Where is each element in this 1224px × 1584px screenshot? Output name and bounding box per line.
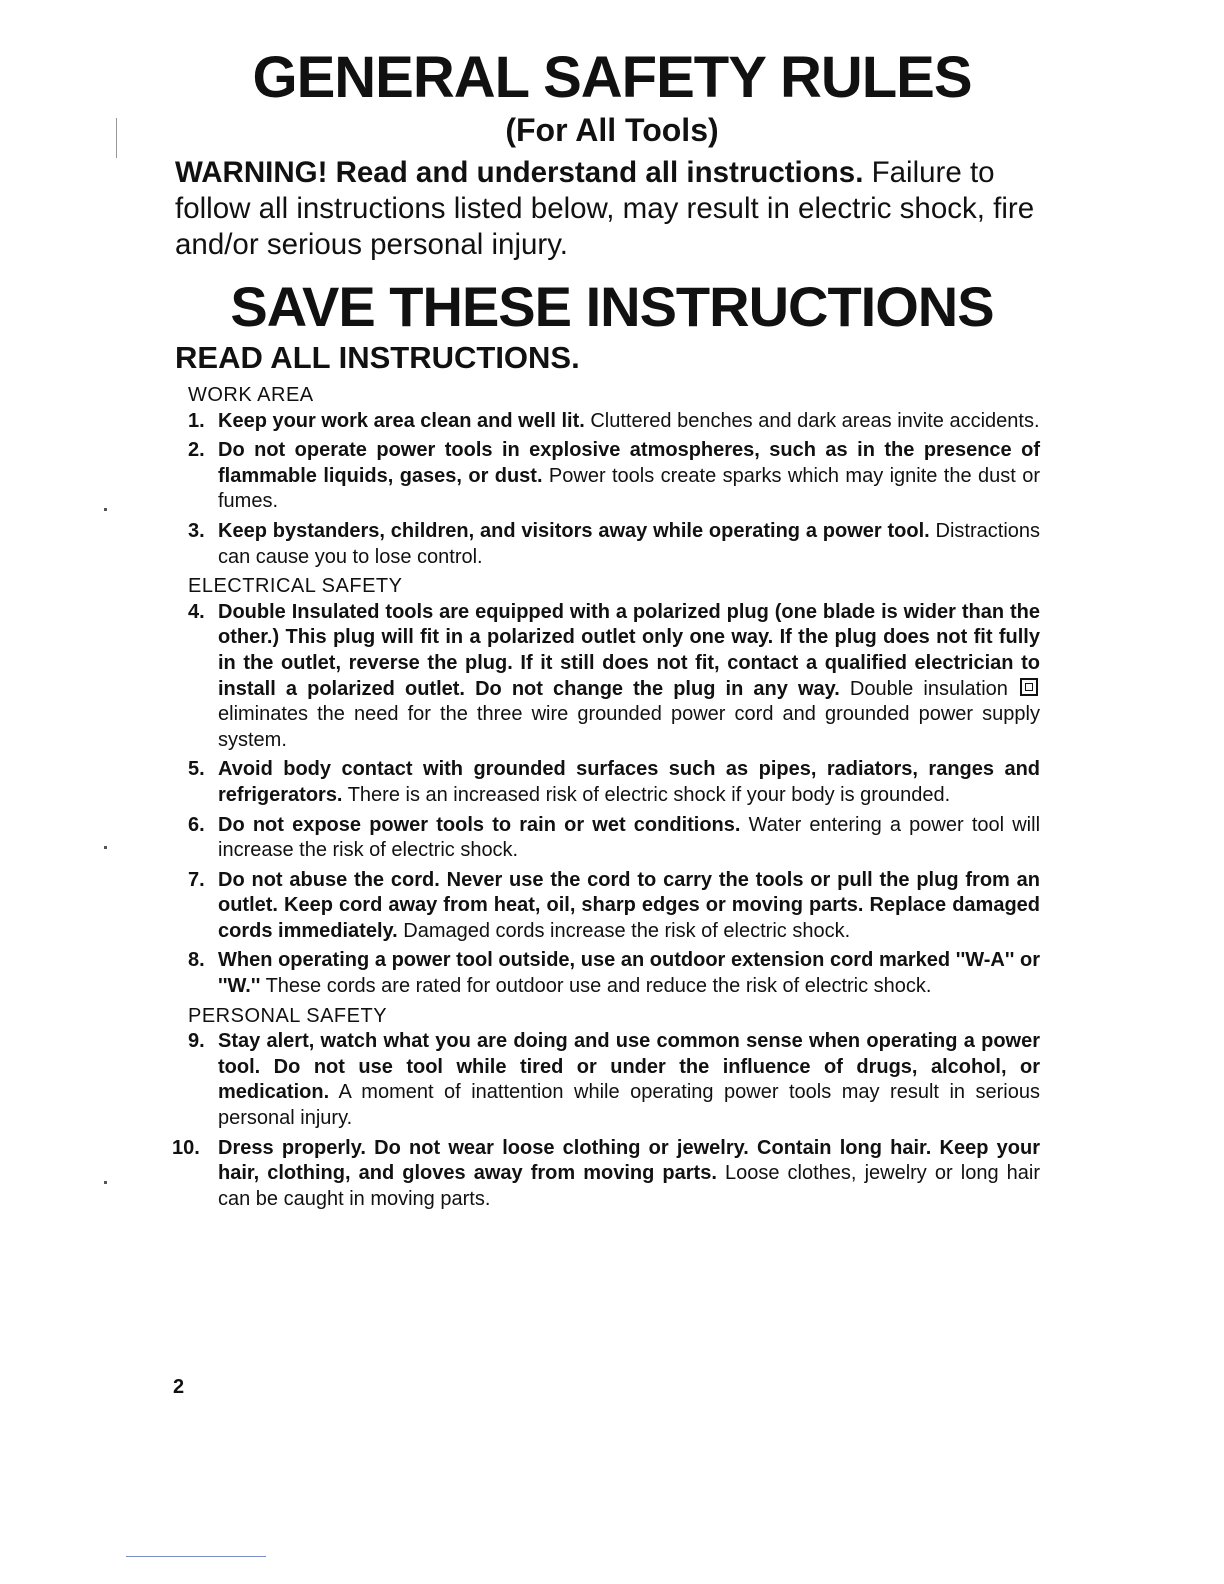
margin-mark [104,846,107,849]
rule-text: eliminates the need for the three wire grounded power cord and grounded power supply system. [218,703,1040,751]
rule-item [188,438,1040,515]
rule-bold-text: Do not abuse the cord. Never use the cord to carry the tools or pull the plug from an outlet. Keep cord away from heat, oil, sharp edges or moving parts. Replace damaged cords immediately. [218,868,1040,942]
double-insulation-icon [1020,678,1038,696]
rule-number: 4. [188,600,205,623]
rule-number: 2. [188,439,205,462]
rule-bold-text: When operating a power tool outside, use an outdoor extension cord marked ''W-A'' or ''W.'' [218,949,1040,998]
rule-number: 10. [172,1136,200,1159]
rule-item [188,600,1040,754]
read-all-heading: READ ALL INSTRUCTIONS. [175,340,580,375]
rule-text: Loose clothes, jewelry or long hair can be caught in moving parts. [218,1162,1040,1210]
rule-bold-text: Do not operate power tools in explosive atmospheres, such as in the presence of flammable liquids, gases, or dust. [218,439,1040,487]
rule-text: A moment of inattention while operating power tools may result in serious personal injury. [218,1081,1040,1130]
rules-list [172,383,1041,1216]
rule-item [188,757,1040,808]
rule-number: 7. [188,868,205,891]
rule-number: 1. [188,409,205,432]
rule-text: These cords are rated for outdoor use and reduce the risk of electric shock. [265,975,932,998]
rule-bold-text: Avoid body contact with grounded surfaces such as pipes, radiators, ranges and refrigerators. [218,758,1040,806]
margin-mark [104,508,107,511]
rule-item [188,1029,1040,1131]
warning-lead: WARNING! Read and understand all instructions. [175,156,864,189]
rule-text: Power tools create sparks which may ignite the dust or fumes. [218,464,1040,513]
rule-number: 5. [188,758,205,781]
rule-item [188,519,1040,570]
rule-text: Water entering a power tool will increase the risk of electric shock. [218,813,1041,862]
page-subtitle: (For All Tools) [505,112,719,148]
rule-item [188,409,1040,435]
rule-number: 6. [188,813,205,836]
rule-item [188,868,1040,945]
rule-bold-text: Keep your work area clean and well lit. [218,409,585,432]
section-heading-personal-safety: PERSONAL SAFETY [188,1004,388,1027]
rule-text: Cluttered benches and dark areas invite accidents. [590,409,1040,432]
rule-number: 9. [188,1030,205,1053]
page-title: GENERAL SAFETY RULES [252,45,972,110]
rule-text: Damaged cords increase the risk of electric shock. [403,919,851,942]
rule-number: 3. [188,519,205,542]
section-heading-electrical-safety: ELECTRICAL SAFETY [188,575,403,598]
page-number: 2 [173,1376,185,1398]
rule-bold-text: Keep bystanders, children, and visitors away while operating a power tool. [218,519,930,542]
section-heading-work-area: WORK AREA [188,384,314,406]
save-instructions-heading: SAVE THESE INSTRUCTIONS [230,275,994,338]
rule-bold-text: Dress properly. Do not wear loose clothing or jewelry. Contain long hair. Keep your hair, clothing, and gloves away from moving parts. [218,1136,1040,1185]
rule-number: 8. [188,949,205,972]
rule-item [188,813,1040,864]
margin-mark [116,118,117,158]
rule-text: Double insulation [849,677,1008,700]
rule-text: Distractions can cause you to lose control. [218,519,1041,568]
scan-edge-line [126,1556,266,1557]
rule-item [172,1136,1040,1213]
rule-text: There is an increased risk of electric shock if your body is grounded. [347,783,951,806]
rule-item [188,948,1040,999]
rule-bold-text: Stay alert, watch what you are doing and use common sense when operating a power tool. Do not use tool while tired or under the influence of drugs, alcohol, or medication. [218,1030,1040,1104]
rule-bold-text: Do not expose power tools to rain or wet conditions. [218,813,741,836]
rule-bold-text: Double Insulated tools are equipped with a polarized plug (one blade is wider than the other.) This plug will fit in a polarized outlet only one way. If the plug does not fit fully in the outlet, reverse the plug. If it still does not fit, contact a qualified electrician to install a polarized outlet. Do not change the plug in any way. [218,600,1040,700]
margin-mark [104,1181,107,1184]
warning-paragraph [175,155,1045,263]
warning-text: Failure to follow all instructions listed below, may result in electric shock, fire and/or serious personal injury. [175,156,1035,261]
